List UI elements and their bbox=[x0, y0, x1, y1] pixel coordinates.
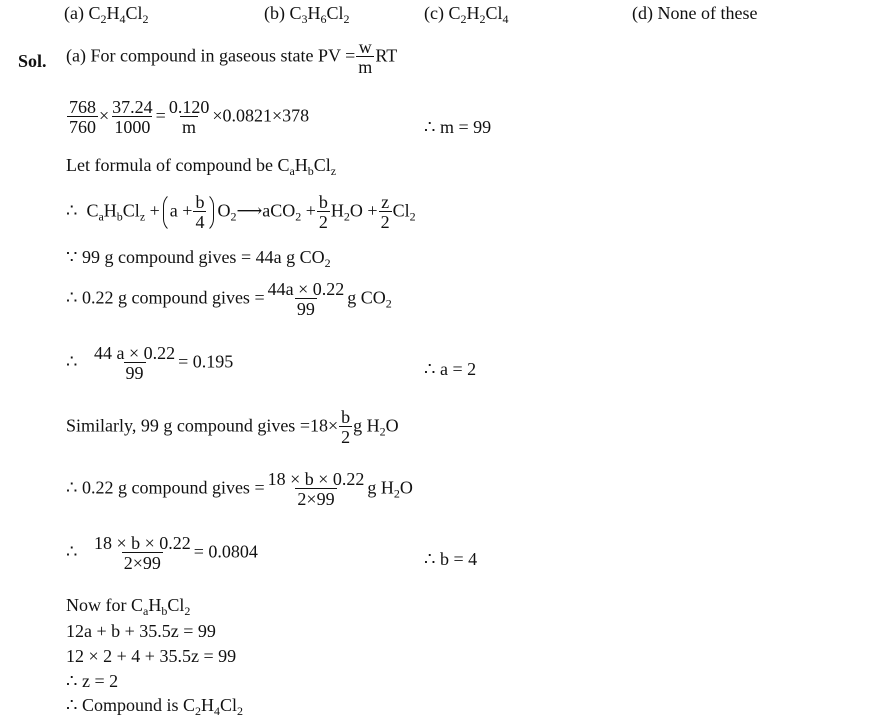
option-d: (d) None of these bbox=[632, 3, 758, 23]
option-b: (b) $C_3H_6Cl_2$ bbox=[264, 3, 350, 26]
option-c: (c) $C_2H_2Cl_4$ bbox=[424, 3, 509, 26]
m-result: ∴ m = 99 bbox=[424, 117, 492, 137]
z-equation-1: 12a + b + 35.5z = 99 bbox=[66, 621, 216, 641]
b-equation: ∴ $\frac{18 \times b \times 0.22}{2\times 99}$ = 0.0804 bbox=[66, 533, 258, 573]
h2o-022-line: ∴ 0.22 g compound gives = $\frac{18 \times b \times 0.22}{2\times 99}$ g $H_2O$ bbox=[66, 469, 413, 509]
co2-022-line: ∴ 0.22 g compound gives = $\frac{44a \times 0.22}{99}$ g $CO_2$ bbox=[66, 279, 392, 319]
b-result: ∴ b = 4 bbox=[424, 549, 478, 569]
similarly-line: Similarly, 99 g compound gives =18× $\frac{b}{2}$ g $H_2O$ bbox=[66, 407, 399, 447]
final-compound: ∴ Compound is $C_2H_4Cl_2$ bbox=[66, 695, 243, 718]
a-result: ∴ a = 2 bbox=[424, 359, 477, 379]
sol-label: Sol. bbox=[18, 51, 47, 71]
z-result: ∴ z = 2 bbox=[66, 671, 119, 691]
molar-mass-equation: $\frac{768}{760}$ × $\frac{37.24}{1000}$ = $\frac{0.120}{m}$ ×0.0821×378 bbox=[69, 97, 310, 137]
a-equation: ∴ $\frac{44 a \times 0.22}{99}$ = 0.195 bbox=[66, 343, 234, 383]
option-a: (a) $C_2H_4Cl_2$ bbox=[64, 3, 149, 26]
now-for-line: Now for $C_aH_bCl_2$ bbox=[66, 595, 191, 618]
let-formula-line: Let formula of compound be $C_aH_bCl_z$ bbox=[66, 155, 337, 178]
combustion-reaction: ∴ $C_aH_bCl_z + a$ + $\frac{b}{4}$ $O_2⟶aCO_2$ + $\frac{b}{2}$ $H_2O$ + $\frac{z}{2}$ $Cl_2$ bbox=[66, 192, 416, 232]
z-equation-2: 12 × 2 + 4 + 35.5z = 99 bbox=[66, 646, 237, 666]
co2-gives-line: ∵ 99 g compound gives = 44a g $CO_2$ bbox=[66, 247, 331, 270]
gas-law-line: (a) For compound in gaseous state PV = $\frac{w}{m}$ RT bbox=[66, 37, 398, 77]
